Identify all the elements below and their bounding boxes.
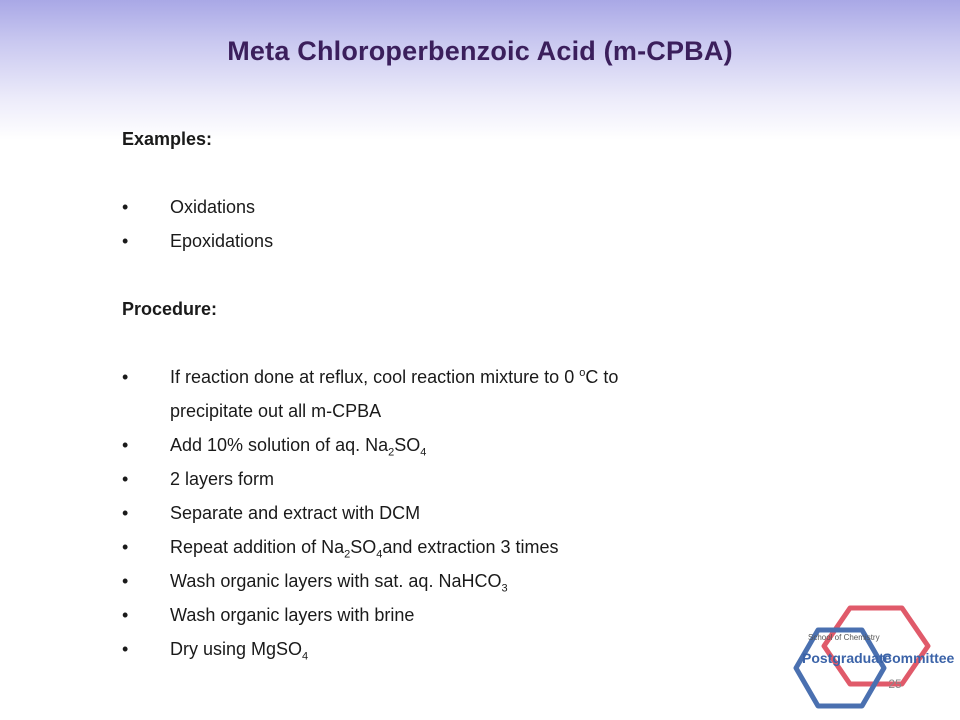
- procedure-step: • If reaction done at reflux, cool reaction mixture to 0 $^o$C to precipitate out all m-CPBA: [122, 360, 842, 428]
- logo-school-text: School of Chemistry: [808, 633, 880, 642]
- procedure-step: • Dry using MgSO$_4$: [122, 632, 842, 666]
- procedure-step: • 2 layers form: [122, 462, 842, 496]
- bullet-dot-icon: •: [122, 537, 129, 557]
- bullet-dot-icon: •: [122, 469, 129, 489]
- bullet-dot-icon: •: [122, 231, 129, 251]
- procedure-step: • Repeat addition of $Na_2SO_4and$ extraction 3 times: [122, 530, 842, 564]
- procedure-step: • Wash organic layers with brine: [122, 598, 842, 632]
- logo-postgraduate-text: Postgraduate: [802, 650, 892, 666]
- bullet-dot-icon: •: [122, 639, 129, 659]
- page-number: 25: [888, 677, 902, 691]
- procedure-heading: Procedure:: [122, 299, 218, 319]
- header-band: [0, 0, 960, 140]
- postgraduate-committee-logo: [790, 600, 960, 715]
- examples-heading: Examples:: [122, 129, 213, 149]
- slide-title: Meta Chloroperbenzoic Acid (m-CPBA): [227, 36, 733, 66]
- bullet-dot-icon: •: [122, 435, 129, 455]
- bullet-dot-icon: •: [122, 197, 129, 217]
- procedure-step: • Separate and extract with DCM: [122, 496, 842, 530]
- bullet-dot-icon: •: [122, 367, 129, 387]
- procedure-list: [122, 360, 842, 666]
- examples-list: [122, 190, 842, 258]
- list-item: • Epoxidations: [122, 224, 842, 258]
- slide-content: [122, 122, 842, 666]
- logo-hexagon-red: [824, 608, 928, 684]
- logo-committee-text: Committee: [882, 650, 955, 666]
- procedure-step: • Add 10% solution of aq. $Na_2SO_4$: [122, 428, 842, 462]
- bullet-dot-icon: •: [122, 503, 129, 523]
- procedure-step: • Wash organic layers with sat. aq. NaHCO$_3$: [122, 564, 842, 598]
- bullet-dot-icon: •: [122, 571, 129, 591]
- list-item: • Oxidations: [122, 190, 842, 224]
- bullet-dot-icon: •: [122, 605, 129, 625]
